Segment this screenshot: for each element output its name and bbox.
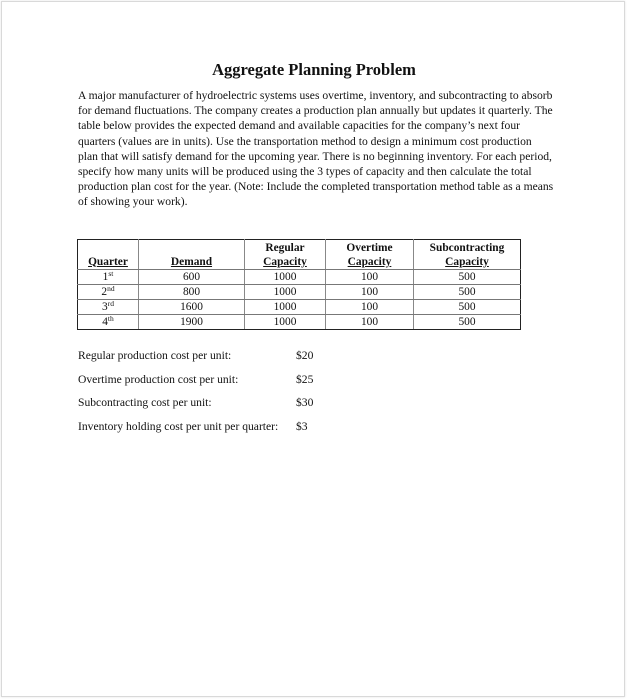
- header-demand: Demand: [139, 240, 245, 270]
- demand-cell: 800: [139, 285, 245, 300]
- cost-value: $30: [296, 396, 314, 409]
- overtime-capacity-cell: 100: [326, 285, 414, 300]
- subcontracting-capacity-cell: 500: [414, 270, 521, 285]
- cost-list: [78, 349, 328, 443]
- cost-label: Regular production cost per unit:: [78, 349, 232, 362]
- regular-capacity-cell: 1000: [245, 270, 326, 285]
- table-row: [78, 285, 521, 300]
- demand-cell: 1600: [139, 300, 245, 315]
- header-overtime-capacity: Overtime Capacity: [326, 240, 414, 270]
- header-subcontracting-capacity: Subcontracting Capacity: [414, 240, 521, 270]
- cost-label: Subcontracting cost per unit:: [78, 396, 212, 409]
- cost-item-regular: [78, 349, 328, 373]
- demand-cell: 1900: [139, 315, 245, 330]
- cost-item-subcontracting: [78, 396, 328, 420]
- regular-capacity-cell: 1000: [245, 315, 326, 330]
- header-quarter: Quarter: [78, 240, 139, 270]
- quarter-cell: 3rd: [78, 300, 139, 315]
- header-regular-capacity: Regular Capacity: [245, 240, 326, 270]
- overtime-capacity-cell: 100: [326, 270, 414, 285]
- overtime-capacity-cell: 100: [326, 300, 414, 315]
- quarter-cell: 2nd: [78, 285, 139, 300]
- table-row: [78, 270, 521, 285]
- demand-cell: 600: [139, 270, 245, 285]
- cost-item-inventory-holding: [78, 420, 328, 444]
- cost-value: $3: [296, 419, 308, 433]
- cost-label: Inventory holding cost per unit per quarter:: [78, 419, 279, 433]
- cost-label: Overtime production cost per unit:: [78, 372, 239, 386]
- subcontracting-capacity-cell: 500: [414, 300, 521, 315]
- table-header-row: [78, 240, 521, 270]
- cost-value: $25: [296, 372, 314, 386]
- table-row: [78, 300, 521, 315]
- subcontracting-capacity-cell: 500: [414, 315, 521, 330]
- regular-capacity-cell: 1000: [245, 300, 326, 315]
- page-title: Aggregate Planning Problem: [212, 60, 416, 79]
- cost-value: $20: [296, 349, 314, 362]
- cost-item-overtime: [78, 373, 328, 397]
- table-row: [78, 315, 521, 330]
- quarter-cell: 1st: [78, 270, 139, 285]
- subcontracting-capacity-cell: 500: [414, 285, 521, 300]
- regular-capacity-cell: 1000: [245, 285, 326, 300]
- problem-paragraph: A major manufacturer of hydroelectric systems uses overtime, inventory, and subcontracting to absorb for demand fluctuations. The company creates a production plan annually but updates it quarterly. The table below provides the expected demand and available capacities for the company’s next four quarters (values are in units). Use the transportation method to design a minimum cost production plan that will satisfy demand for the upcoming year. There is no beginning inventory. For each period, specify how many units will be produced using the 3 types of capacity and then calculate the total production plan cost for the year. (Note: Include the completed transportation method table as a means of showing your work).: [78, 89, 554, 209]
- capacity-table: [77, 239, 521, 330]
- quarter-cell: 4th: [78, 315, 139, 330]
- overtime-capacity-cell: 100: [326, 315, 414, 330]
